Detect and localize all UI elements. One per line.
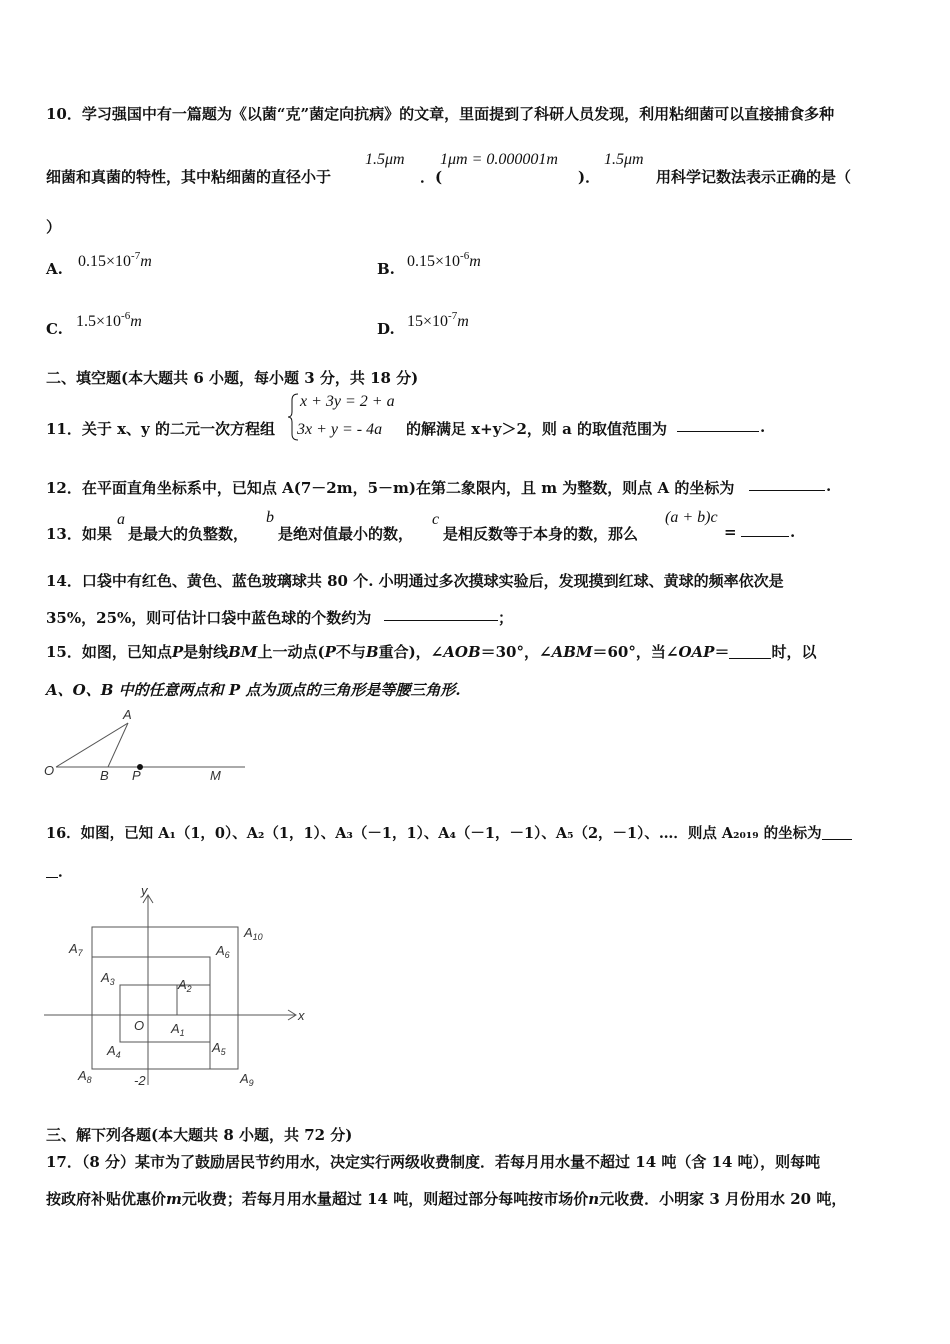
option-value: $0.15\times 10^{-7}m$ <box>78 250 152 270</box>
label-a10: $A_{10}$ <box>244 925 263 942</box>
q13-end: . <box>790 523 796 541</box>
label-a4: $A_4$ <box>107 1043 121 1060</box>
label-a3: $A_3$ <box>101 970 115 987</box>
q16-line1: 16．如图，已知 A₁（1，0）、A₂（1，1）、A₃（－1，1）、A₄（－1，－1）、A₅（2，－1）、…．则点 A₂₀₁₉ 的坐标为 <box>46 822 852 843</box>
q14-answer-blank[interactable] <box>384 607 498 621</box>
label-y: y <box>141 883 148 898</box>
label-x: x <box>298 1008 305 1023</box>
label-a7: $A_7$ <box>69 941 83 958</box>
label-a8: $A_8$ <box>78 1068 92 1085</box>
q11-answer-blank[interactable] <box>677 418 759 432</box>
label-a5: $A_5$ <box>212 1040 226 1057</box>
q12-answer-blank[interactable] <box>749 477 825 491</box>
q12-end: . <box>826 477 832 495</box>
q14-line2: 35%，25%，则可估计口袋中蓝色球的个数约为 <box>46 609 372 627</box>
label-a9: $A_9$ <box>240 1071 254 1088</box>
option-value: $15\times 10^{-7}m$ <box>407 310 469 330</box>
q10-expr2: 1μm = 0.000001m <box>440 151 558 168</box>
section2-heading: 二、填空题(本大题共 6 小题，每小题 3 分，共 18 分) <box>46 369 419 387</box>
q16-answer-blank-a[interactable] <box>822 826 852 840</box>
q16-answer-blank-b[interactable] <box>46 864 58 878</box>
q11-eq2: 3x + y = - 4a <box>297 421 383 438</box>
q16-line2: ． <box>46 860 73 881</box>
q10-line2-a: 细菌和真菌的特性，其中粘细菌的直径小于 <box>46 168 332 186</box>
q10-expr1: 1.5μm <box>365 151 405 168</box>
q16-figure <box>44 885 314 1095</box>
label-p: P <box>132 768 141 783</box>
q15-line1: 15．如图，已知点P是射线BM上一动点(P不与B重合)，∠AOB＝30°，∠ABM＝60°，当∠OAP＝ 时，以 <box>46 643 817 661</box>
option-value: $0.15\times 10^{-6}m$ <box>407 250 481 270</box>
section3-heading: 三、解下列各题(本大题共 8 小题，共 72 分) <box>46 1126 353 1144</box>
label-a: A <box>123 707 132 722</box>
option-letter: C. <box>46 320 63 338</box>
q13-answer-blank[interactable] <box>741 523 789 537</box>
label-b: B <box>100 768 109 783</box>
label-neg2: -2 <box>134 1073 146 1088</box>
q13-c: c <box>432 511 440 528</box>
q11-eq1: x + 3y = 2 + a <box>300 393 395 410</box>
q10-line2-c: )． <box>578 168 601 186</box>
q13-b: b <box>266 509 274 526</box>
q10-line2-d: 用科学记数法表示正确的是（ <box>656 168 852 186</box>
label-o: O <box>44 763 55 778</box>
label-m: M <box>210 768 221 783</box>
option-letter: A. <box>46 260 63 278</box>
q17-line1: 17．（8 分）某市为了鼓励居民节约用水，决定实行两级收费制度．若每月用水量不超过 14 吨（含 14 吨），则每吨 <box>46 1153 821 1171</box>
q12-text: 12．在平面直角坐标系中，已知点 A(7－2m，5－m)在第二象限内，且 m 为整数，则点 A 的坐标为 <box>46 479 735 497</box>
q11-end: . <box>760 418 766 436</box>
q11-suffix: 的解满足 x+y＞2，则 a 的取值范围为 <box>406 420 668 438</box>
label-a6: $A_6$ <box>216 943 230 960</box>
q11-prefix: 11．关于 x、y 的二元一次方程组 <box>46 420 275 438</box>
q14-line1: 14．口袋中有红色、黄色、蓝色玻璃球共 80 个. 小明通过多次摸球实验后，发现摸到红球、黄球的频率依次是 <box>46 572 784 590</box>
segment-oa <box>56 723 128 767</box>
q13-expr: (a + b)c <box>665 509 718 526</box>
label-o: O <box>134 1018 145 1033</box>
q10-line2-b: ．( <box>420 168 443 186</box>
q13-t4: 是相反数等于本身的数，那么 <box>443 525 639 543</box>
rect-2 <box>120 985 210 1042</box>
option-value: $1.5\times 10^{-6}m$ <box>76 310 142 330</box>
q10-expr3: 1.5μm <box>604 151 644 168</box>
q15-figure <box>40 705 255 785</box>
q10-line3: ） <box>46 218 62 236</box>
label-a2: $A_2$ <box>178 977 192 994</box>
label-a1: $A_1$ <box>171 1021 185 1038</box>
q13-t2: 是最大的负整数， <box>128 525 249 543</box>
q10-line1: 10．学习强国中有一篇题为《以菌“克”菌定向抗病》的文章，里面提到了科研人员发现，利用粘细菌可以直接捕食多种 <box>46 105 835 123</box>
option-letter: D. <box>377 320 395 338</box>
q13-equals: = <box>724 523 737 541</box>
q13-a: a <box>117 511 125 528</box>
q13-t1: 13．如果 <box>46 525 112 543</box>
q15-line2: A、O、B 中的任意两点和 P 点为顶点的三角形是等腰三角形. <box>46 681 461 699</box>
option-letter: B. <box>377 260 395 278</box>
q14-end: ； <box>498 609 514 627</box>
q17-line2: 按政府补贴优惠价m元收费；若每月用水量超过 14 吨，则超过部分每吨按市场价n元收费．小明家 3 月份用水 20 吨， <box>46 1190 847 1208</box>
q15-answer-blank[interactable] <box>729 645 771 659</box>
q13-t3: 是绝对值最小的数， <box>278 525 414 543</box>
